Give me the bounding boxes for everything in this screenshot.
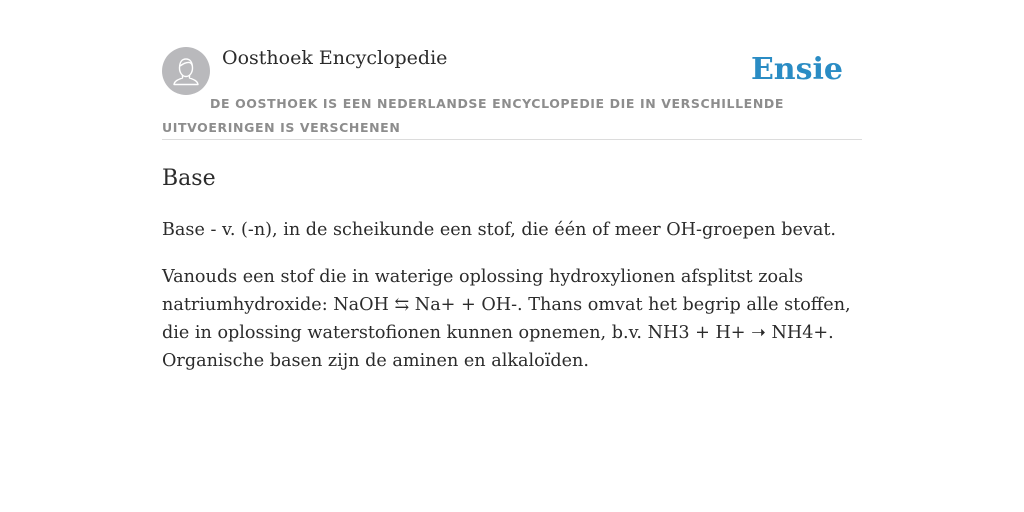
source-header [162,46,862,140]
entry-paragraph: Vanouds een stof die in waterige oplossing hydroxylionen afsplitst zoals natriumhydroxide: NaOH ⇆ Na+ + OH-. Thans omvat het begrip alle stoffen, die in oplossing waterstofionen kunnen opnemen, b.v. NH3 + H+ ➝ NH4+. Organische basen zijn de aminen en alkaloïden. [162,267,851,371]
page-content [162,46,862,375]
source-description: DE OOSTHOEK IS EEN NEDERLANDSE ENCYCLOPEDIE DIE IN VERSCHILLENDE UITVOERINGEN IS VERSCHENEN [162,96,784,135]
entry-title: Base [162,166,216,191]
entry-paragraph: Base - v. (-n), in de scheikunde een stof, die één of meer OH-groepen bevat. [162,220,836,240]
source-title[interactable]: Oosthoek Encyclopedie [222,47,448,69]
user-silhouette-icon[interactable] [162,47,210,95]
brand-logo[interactable]: Ensie [750,52,843,87]
